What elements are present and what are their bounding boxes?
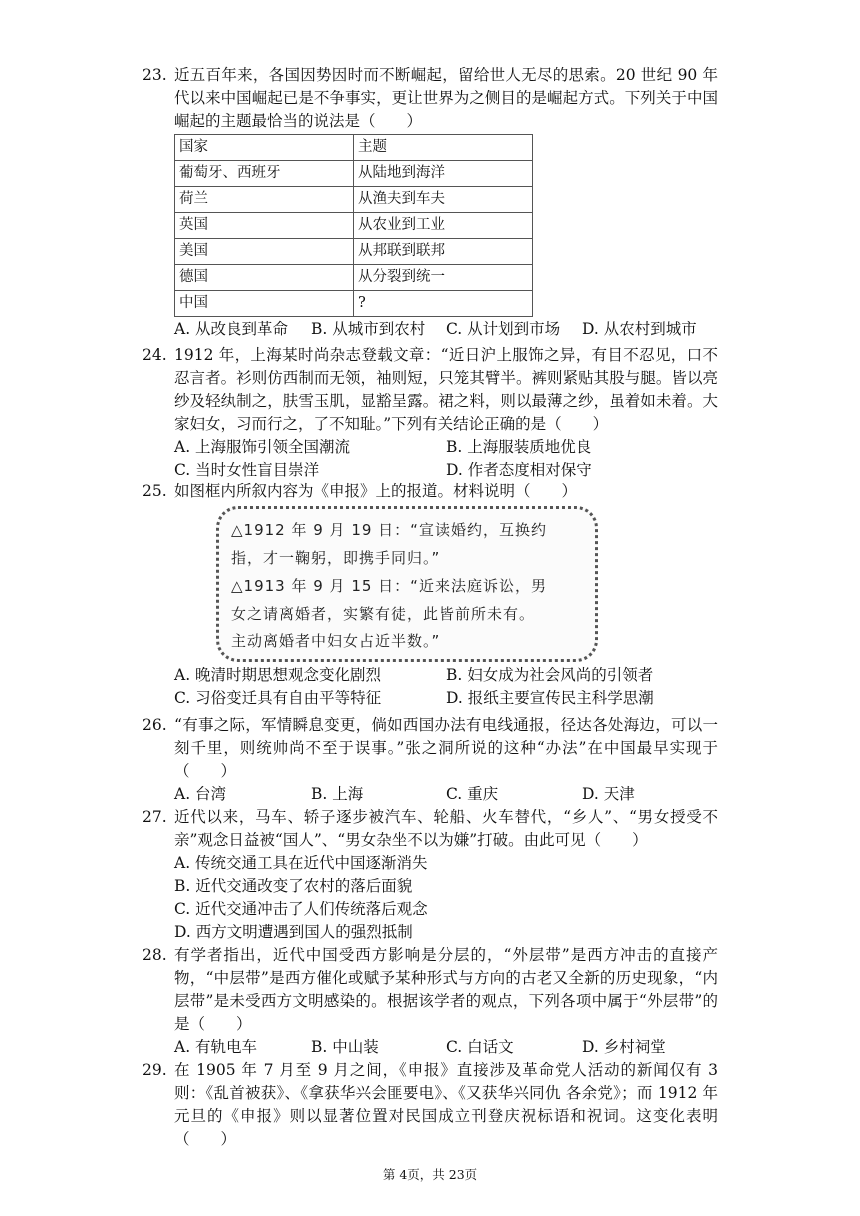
question-25 — [142, 480, 718, 710]
table-cell: 从陆地到海洋 — [354, 161, 533, 187]
question-24 — [142, 344, 718, 482]
table-header: 主题 — [354, 135, 533, 161]
table-cell: 中国 — [175, 291, 354, 317]
question-number: 28. — [142, 946, 167, 964]
table-cell: ? — [354, 291, 533, 317]
question-23 — [142, 64, 718, 341]
option-a[interactable]: A. 传统交通工具在近代中国逐渐消失 — [174, 854, 428, 872]
option-b[interactable]: B. 上海 — [311, 785, 364, 803]
question-text: 如图框内所叙内容为《申报》上的报道。材料说明（ ） — [174, 482, 578, 500]
option-d[interactable]: D. 乡村祠堂 — [582, 1038, 666, 1056]
question-text: 在 1905 年 7 月至 9 月之间，《申报》直接涉及革命党人活动的新闻仅有 3 则：《乱首被获》、《拿获华兴会匪要电》、《又获华兴同仇 各余党》；而 1912 年元旦的《申报》则以显著位置对民国成立刊登庆祝标语和祝词。这变化表明（ ） — [174, 1061, 718, 1148]
option-d[interactable]: D. 作者态度相对保守 — [446, 461, 592, 479]
option-c[interactable]: C. 白话文 — [446, 1038, 514, 1056]
question-number: 26. — [142, 716, 167, 734]
option-b[interactable]: B. 从城市到农村 — [311, 320, 426, 338]
option-a[interactable]: A. 从改良到革命 — [174, 320, 289, 338]
option-a[interactable]: A. 上海服饰引领全国潮流 — [174, 438, 351, 456]
table-row — [175, 161, 533, 187]
excerpt-line: 女之请离婚者，实繁有徒，此皆前所未有。 — [231, 605, 536, 623]
page-footer: 第 4页，共 23页 — [382, 1167, 478, 1182]
option-b[interactable]: B. 中山装 — [311, 1038, 379, 1056]
question-text: “有事之际，军情瞬息变更，倘如西国办法有电线通报，径达各处海边，可以一刻千里，则统帅尚不至于误事。”张之洞所说的这种“办法”在中国最早实现于（ ） — [174, 716, 718, 780]
option-d[interactable]: D. 报纸主要宣传民主科学思潮 — [446, 689, 654, 707]
table-row — [175, 213, 533, 239]
option-b[interactable]: B. 近代交通改变了农村的落后面貌 — [174, 877, 413, 895]
table-row — [175, 291, 533, 317]
question-number: 29. — [142, 1061, 167, 1079]
question-text: 1912 年，上海某时尚杂志登载文章：“近日沪上服饰之异，有目不忍见，口不忍言者。衫则仿西制而无领，袖则短，只笼其臂半。裤则紧贴其股与腿。皆以亮纱及轻纨制之，肤雪玉肌，显豁呈露。裙之料，则以最薄之纱，虽着如未着。大家妇女，习而行之，了不知耻。”下列有关结论正确的是（ ） — [174, 346, 718, 433]
table-header: 国家 — [175, 135, 354, 161]
question-26 — [142, 714, 718, 806]
table-cell: 从邦联到联邦 — [354, 239, 533, 265]
option-c[interactable]: C. 当时女性盲目崇洋 — [174, 461, 320, 479]
option-d[interactable]: D. 西方文明遭遇到国人的强烈抵制 — [174, 923, 413, 941]
excerpt-line: △1913 年 9 月 15 日：“近来法庭诉讼，男 — [231, 577, 547, 595]
option-b[interactable]: B. 上海服装质地优良 — [446, 438, 592, 456]
table-cell: 德国 — [175, 265, 354, 291]
question-number: 25. — [142, 482, 167, 500]
table-row — [175, 265, 533, 291]
options — [174, 436, 718, 482]
table-cell: 美国 — [175, 239, 354, 265]
option-c[interactable]: C. 从计划到市场 — [446, 320, 561, 338]
option-a[interactable]: A. 有轨电车 — [174, 1038, 258, 1056]
table-row — [175, 239, 533, 265]
country-theme-table — [174, 134, 533, 317]
newspaper-excerpt-box — [216, 506, 598, 662]
options — [174, 664, 718, 710]
question-number: 27. — [142, 808, 167, 826]
question-number: 23. — [142, 66, 167, 84]
options — [174, 318, 718, 341]
question-27 — [142, 806, 718, 944]
table-cell: 从渔夫到车夫 — [354, 187, 533, 213]
options — [174, 852, 718, 944]
table-cell: 葡萄牙、西班牙 — [175, 161, 354, 187]
option-d[interactable]: D. 天津 — [582, 785, 635, 803]
excerpt-line: △1912 年 9 月 19 日：“宣读婚约，互换约 — [231, 521, 547, 539]
question-text: 近五百年来，各国因势因时而不断崛起，留给世人无尽的思索。20 世纪 90 年代以来中国崛起已是不争事实，更让世界为之侧目的是崛起方式。下列关于中国崛起的主题最恰当的说法是（ ） — [174, 66, 718, 130]
option-a[interactable]: A. 晚清时期思想观念变化剧烈 — [174, 666, 382, 684]
option-a[interactable]: A. 台湾 — [174, 785, 227, 803]
question-29 — [142, 1059, 718, 1151]
question-number: 24. — [142, 346, 167, 364]
excerpt-line: 指，才一鞠躬，即携手同归。” — [231, 549, 441, 567]
table-cell: 英国 — [175, 213, 354, 239]
question-text: 有学者指出，近代中国受西方影响是分层的，“外层带”是西方冲击的直接产物，“中层带”是西方催化或赋予某种形式与方向的古老又全新的历史现象，“内层带”是未受西方文明感染的。根据该学者的观点，下列各项中属于“外层带”的是（ ） — [174, 946, 718, 1033]
option-c[interactable]: C. 近代交通冲击了人们传统落后观念 — [174, 900, 428, 918]
options — [174, 783, 718, 806]
excerpt-line: 主动离婚者中妇女占近半数。” — [231, 632, 441, 650]
table-header-row — [175, 135, 533, 161]
option-c[interactable]: C. 重庆 — [446, 785, 499, 803]
table-cell: 从分裂到统一 — [354, 265, 533, 291]
question-28 — [142, 944, 718, 1059]
option-d[interactable]: D. 从农村到城市 — [582, 320, 697, 338]
option-b[interactable]: B. 妇女成为社会风尚的引领者 — [446, 666, 654, 684]
options — [174, 1036, 718, 1059]
table-row — [175, 187, 533, 213]
table-cell: 从农业到工业 — [354, 213, 533, 239]
table-cell: 荷兰 — [175, 187, 354, 213]
question-text: 近代以来，马车、轿子逐步被汽车、轮船、火车替代，“乡人”、“男女授受不亲”观念日益被“国人”、“男女杂坐不以为嫌”打破。由此可见（ ） — [174, 808, 718, 849]
option-c[interactable]: C. 习俗变迁具有自由平等特征 — [174, 689, 382, 707]
